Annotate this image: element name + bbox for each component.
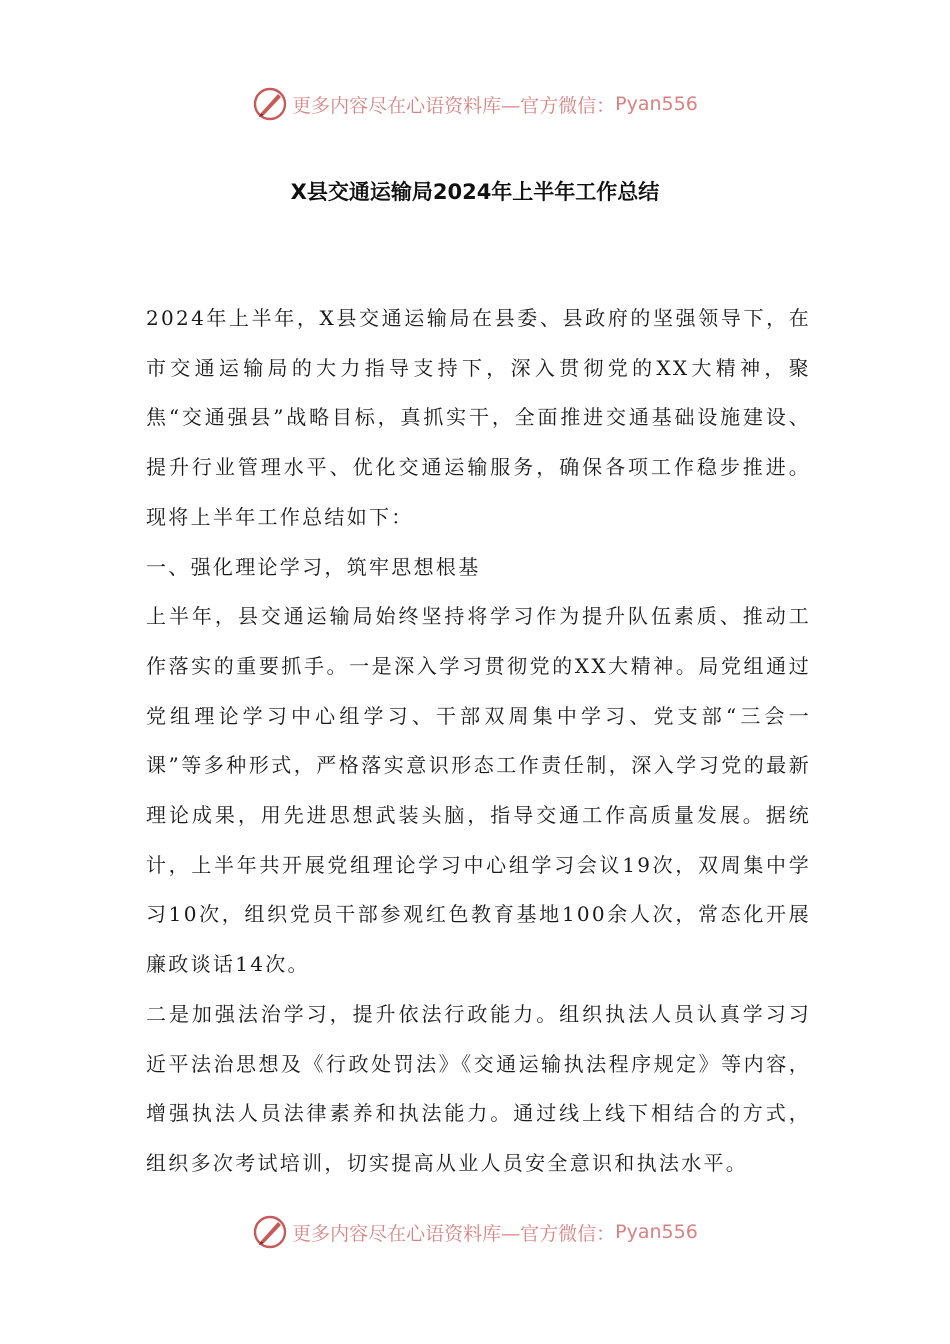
quill-pen-logo-icon [252,86,288,122]
paragraph-study: 上半年，县交通运输局始终坚持将学习作为提升队伍素质、推动工作落实的重要抓手。一是深入学习贯彻党的XX大精神。局党组通过党组理论学习中心组学习、干部双周集中学习、党支部“三会一课”等多种形式，严格落实意识形态工作责任制，深入学习党的最新理论成果，用先进思想武装头脑，指导交通工作高质量发展。据统计，上半年共开展党组理论学习中心组学习会议19次，双周集中学习10次，组织党员干部参观红色教育基地100余人次，常态化开展廉政谈话14次。 [146,604,811,977]
paragraph-law-study: 二是加强法治学习，提升依法行政能力。组织执法人员认真学习习近平法治思想及《行政处罚法》《交通运输执法程序规定》等内容，增强执法人员法律素养和执法能力。通过线上线下相结合的方式，组织多次考试培训，切实提高从业人员安全意识和执法水平。 [146,1001,811,1175]
watermark-text: 更多内容尽在心语资料库—官方微信： [292,1222,616,1245]
paragraph-intro: 2024年上半年，X县交通运输局在县委、县政府的坚强领导下，在市交通运输局的大力指导支持下，深入贯彻党的XX大精神，聚焦“交通强县”战略目标，真抓实干，全面推进交通基础设施建设、提升行业管理水平、优化交通运输服务，确保各项工作稳步推进。现将上半年工作总结如下： [146,306,811,529]
document-body [146,294,811,1189]
watermark-wechat-id: Pyan556 [615,93,698,115]
document-title: X县交通运输局2024年上半年工作总结 [290,180,660,204]
watermark-wechat-id: Pyan556 [615,1221,698,1243]
header-watermark [0,84,950,124]
footer-watermark [0,1212,950,1252]
quill-pen-logo-icon [252,1214,288,1250]
watermark-text: 更多内容尽在心语资料库—官方微信： [292,94,616,117]
section-heading-1: 一、强化理论学习，筑牢思想根基 [146,554,481,579]
